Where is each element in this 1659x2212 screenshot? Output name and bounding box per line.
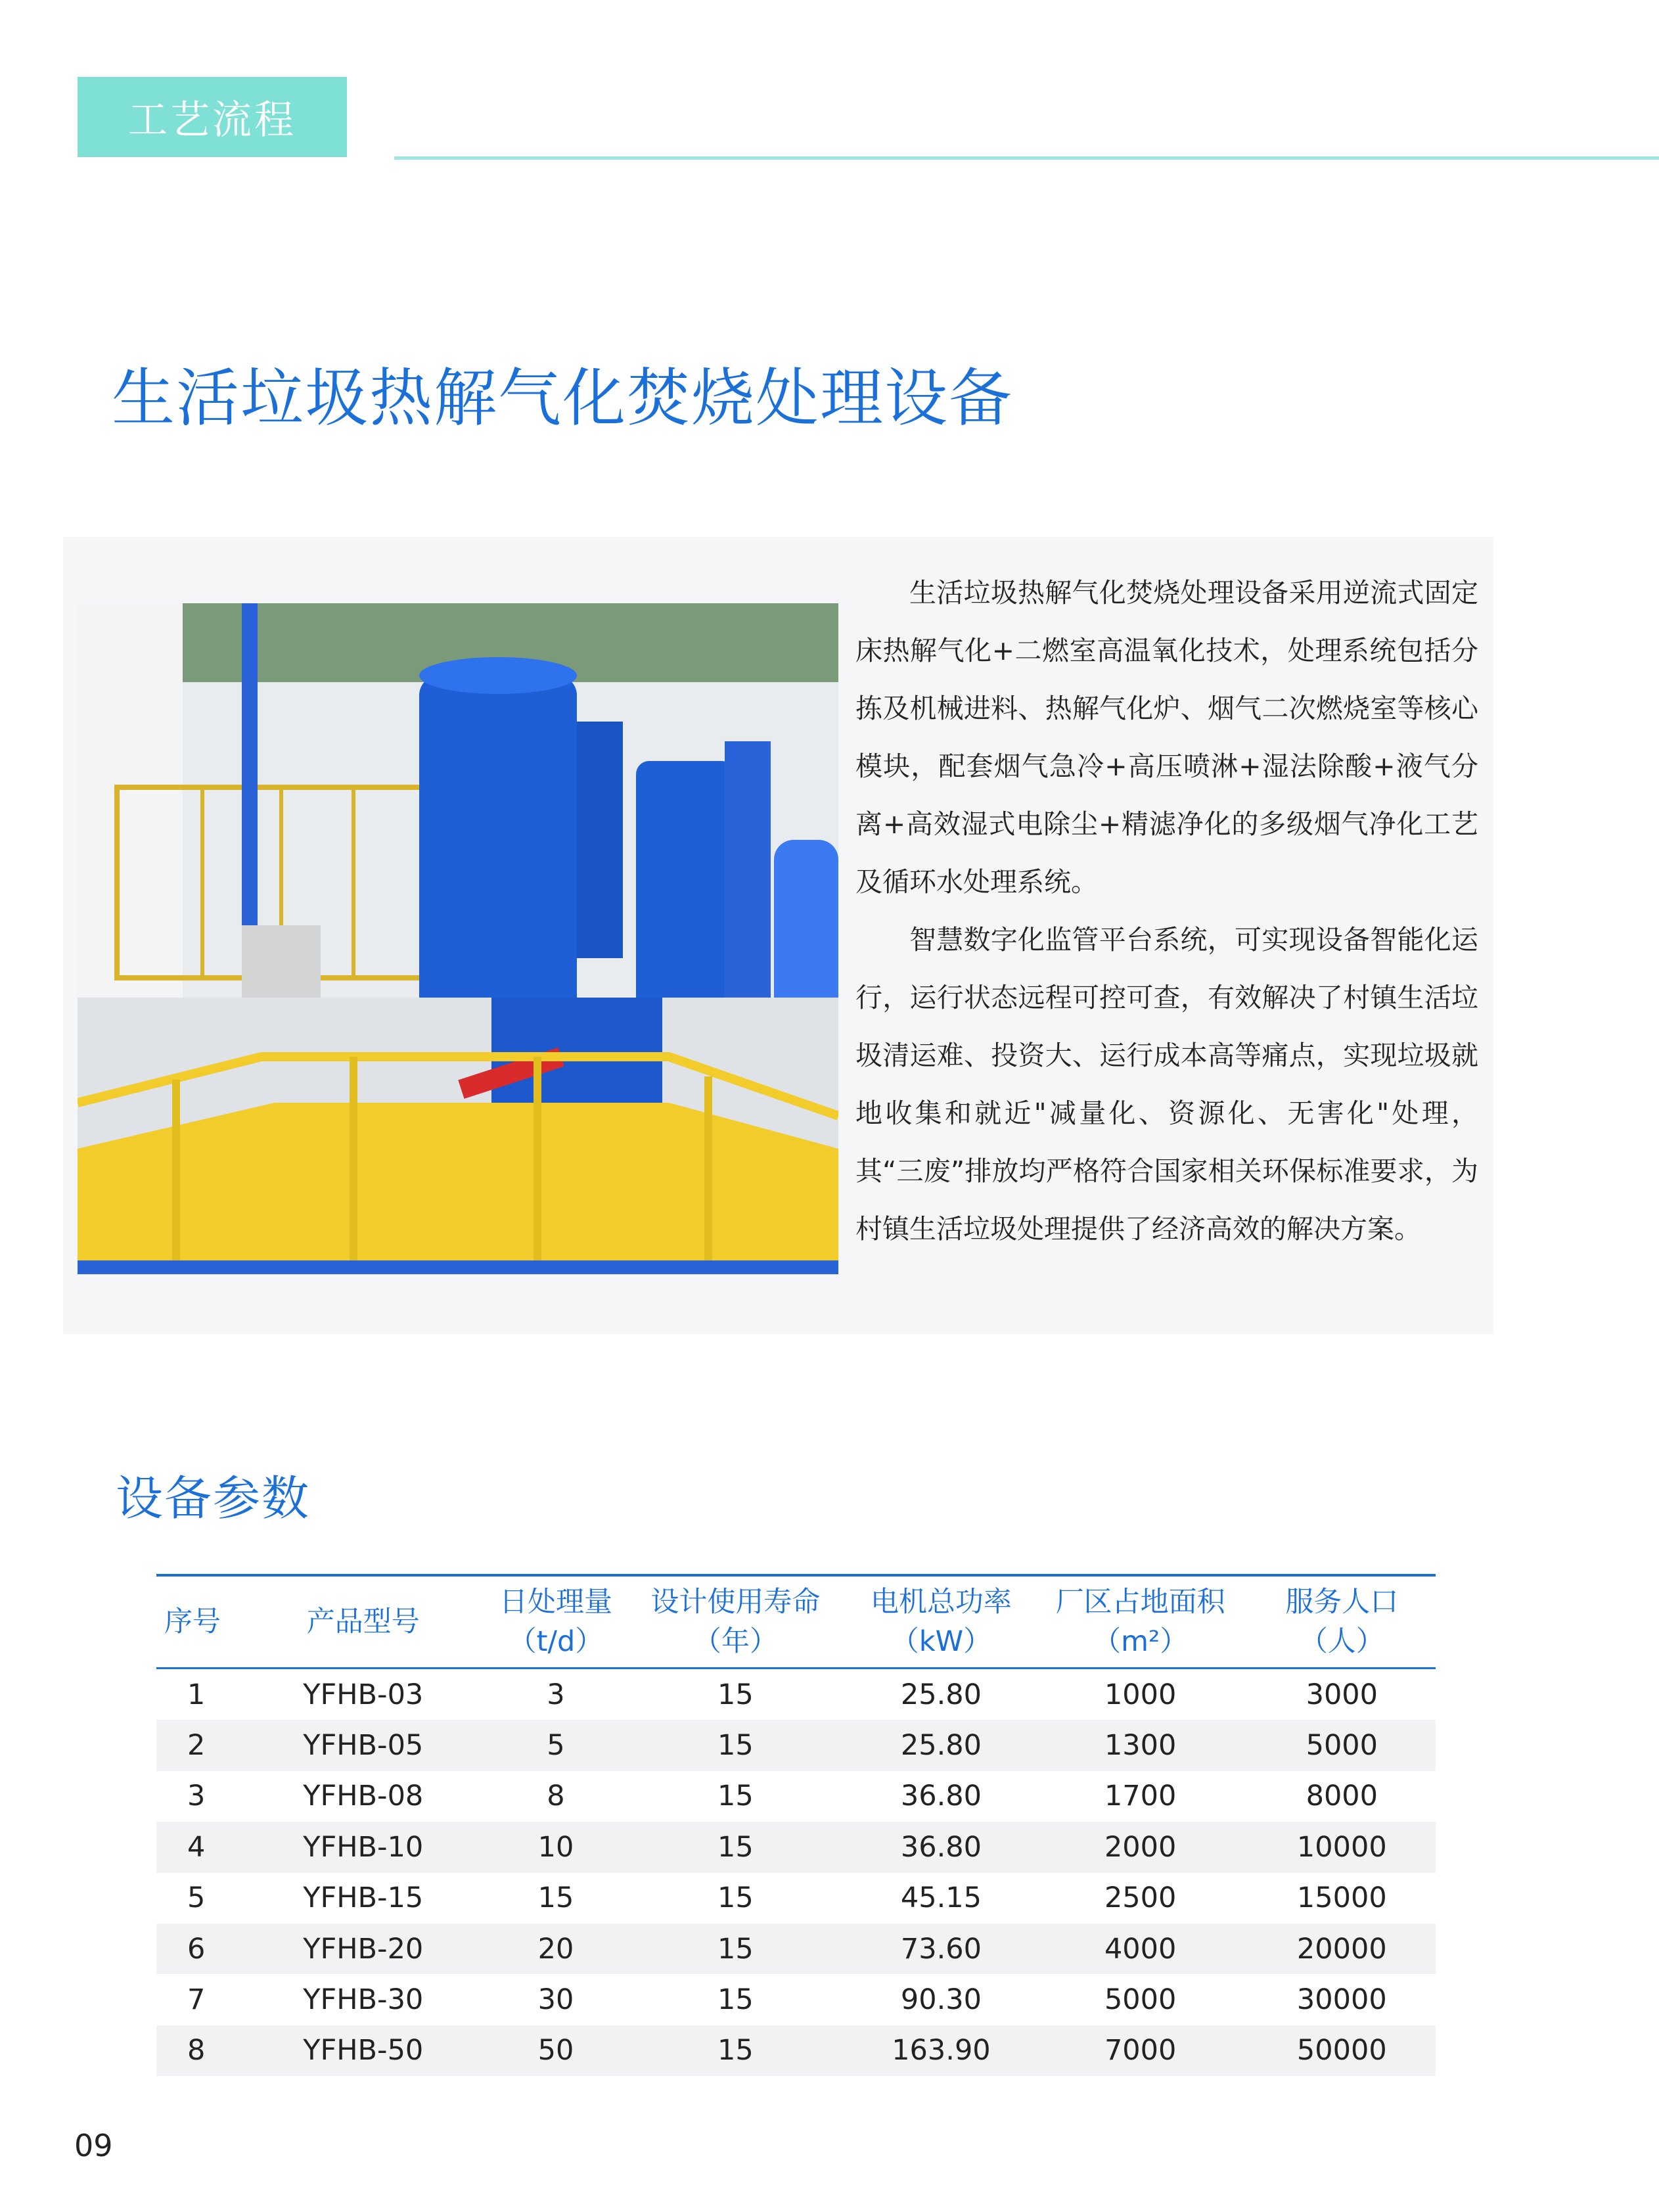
cell-area: 5000 xyxy=(1104,1983,1177,2017)
params-title: 设备参数 xyxy=(116,1471,311,1526)
equipment-photo xyxy=(78,603,838,1274)
cell-capacity: 5 xyxy=(490,1720,621,1770)
cell-model: YFHB-08 xyxy=(303,1780,424,1813)
cell-life: 15 xyxy=(717,1881,754,1915)
cell-model: YFHB-30 xyxy=(303,1983,424,2017)
description xyxy=(855,564,1478,1258)
header-motor-power: 电机总功率 （kW） xyxy=(850,1575,1033,1669)
table-row xyxy=(156,1669,1436,1720)
table-row xyxy=(156,1771,1436,1822)
header-model: 产品型号 xyxy=(236,1575,490,1669)
table-header-row xyxy=(156,1575,1436,1669)
cell-index: 3 xyxy=(187,1780,206,1813)
cell-population: 5000 xyxy=(1248,1720,1436,1770)
cell-area: 2000 xyxy=(1033,1822,1248,1872)
cell-capacity: 50 xyxy=(490,2025,621,2076)
cell-area: 1300 xyxy=(1033,1720,1248,1770)
page-number: 09 xyxy=(74,2128,113,2163)
cell-index: 7 xyxy=(187,1983,206,2017)
header-plant-area: 厂区占地面积 （m²） xyxy=(1033,1575,1248,1669)
cell-life: 15 xyxy=(622,1822,850,1872)
cell-index: 8 xyxy=(156,2025,236,2076)
cell-area: 7000 xyxy=(1033,2025,1248,2076)
cell-model: YFHB-10 xyxy=(236,1822,490,1872)
cell-power: 45.15 xyxy=(900,1881,982,1915)
page-title: 生活垃圾热解气化焚烧处理设备 xyxy=(112,361,1013,435)
header-population: 服务人口 （人） xyxy=(1248,1575,1436,1669)
cell-index: 4 xyxy=(156,1822,236,1872)
cell-power: 90.30 xyxy=(900,1983,982,2017)
cell-capacity: 20 xyxy=(490,1924,621,1974)
cell-population: 20000 xyxy=(1248,1924,1436,1974)
cell-model: YFHB-50 xyxy=(236,2025,490,2076)
cell-power: 163.90 xyxy=(850,2025,1033,2076)
cell-capacity: 8 xyxy=(547,1780,565,1813)
cell-power: 36.80 xyxy=(900,1780,982,1813)
cell-index: 1 xyxy=(187,1678,206,1711)
cell-power: 25.80 xyxy=(850,1720,1033,1770)
cell-index: 6 xyxy=(156,1924,236,1974)
header-daily-capacity: 日处理量 （t/d） xyxy=(490,1575,621,1669)
header-service-life: 设计使用寿命 （年） xyxy=(622,1575,850,1669)
cell-power: 36.80 xyxy=(850,1822,1033,1872)
cell-capacity: 10 xyxy=(490,1822,621,1872)
cell-life: 15 xyxy=(622,1924,850,1974)
cell-population: 30000 xyxy=(1296,1983,1387,2017)
table-row xyxy=(156,1720,1436,1770)
cell-population: 3000 xyxy=(1306,1678,1378,1711)
cell-area: 1000 xyxy=(1104,1678,1177,1711)
cell-index: 2 xyxy=(156,1720,236,1770)
table-row xyxy=(156,1822,1436,1872)
cell-population: 50000 xyxy=(1248,2025,1436,2076)
cell-population: 10000 xyxy=(1248,1822,1436,1872)
cell-life: 15 xyxy=(717,1678,754,1711)
description-paragraph-2: 智慧数字化监管平台系统，可实现设备智能化运行，运行状态远程可控可查，有效解决了村镇生活垃圾清运难、投资大、运行成本高等痛点，实现垃圾就地收集和就近"减量化、资源化、无害化"处理，其“三废”排放均严格符合国家相关环保标准要求，为村镇生活垃圾处理提供了经济高效的解决方案。 xyxy=(855,924,1478,1245)
cell-population: 8000 xyxy=(1306,1780,1378,1813)
cell-life: 15 xyxy=(717,1983,754,2017)
cell-life: 15 xyxy=(622,1720,850,1770)
table-row xyxy=(156,1974,1436,2025)
cell-area: 4000 xyxy=(1033,1924,1248,1974)
table-row xyxy=(156,1924,1436,1974)
cell-power: 25.80 xyxy=(900,1678,982,1711)
cell-area: 1700 xyxy=(1104,1780,1177,1813)
cell-capacity: 15 xyxy=(537,1881,574,1915)
cell-life: 15 xyxy=(622,2025,850,2076)
header-index: 序号 xyxy=(156,1575,236,1669)
cell-life: 15 xyxy=(717,1780,754,1813)
cell-index: 5 xyxy=(187,1881,206,1915)
cell-area: 2500 xyxy=(1104,1881,1177,1915)
table-row xyxy=(156,2025,1436,2076)
cell-population: 15000 xyxy=(1296,1881,1387,1915)
table-row xyxy=(156,1873,1436,1924)
cell-capacity: 3 xyxy=(547,1678,565,1711)
header-divider xyxy=(394,156,1659,160)
params-table xyxy=(156,1574,1436,2076)
cell-capacity: 30 xyxy=(537,1983,574,2017)
cell-model: YFHB-03 xyxy=(303,1678,424,1711)
section-tag: 工艺流程 xyxy=(78,77,347,157)
cell-model: YFHB-05 xyxy=(236,1720,490,1770)
description-paragraph-1: 生活垃圾热解气化焚烧处理设备采用逆流式固定床热解气化+二燃室高温氧化技术，处理系统包括分拣及机械进料、热解气化炉、烟气二次燃烧室等核心模块，配套烟气急冷+高压喷淋+湿法除酸+液气分离+高效湿式电除尘+精滤净化的多级烟气净化工艺及循环水处理系统。 xyxy=(855,577,1478,898)
cell-model: YFHB-20 xyxy=(236,1924,490,1974)
cell-model: YFHB-15 xyxy=(303,1881,424,1915)
cell-power: 73.60 xyxy=(850,1924,1033,1974)
